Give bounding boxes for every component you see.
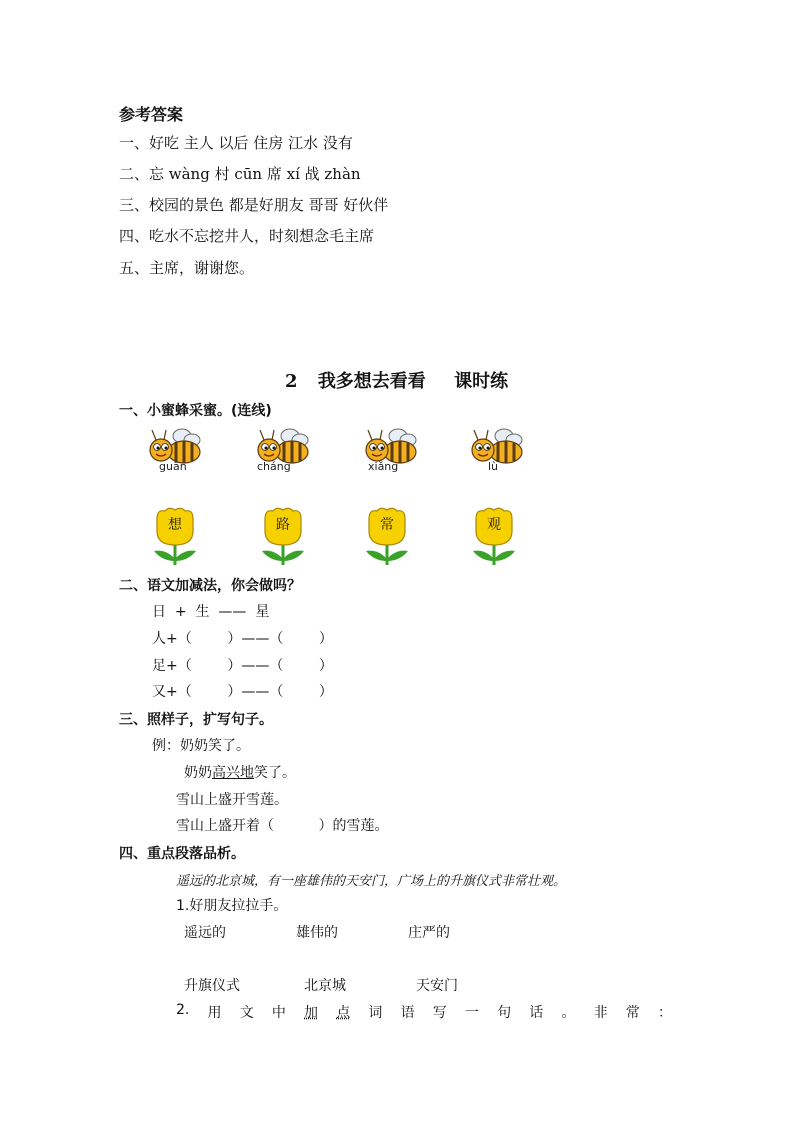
q4-item-2-char: 词 [368, 1005, 383, 1021]
q4-item-2-char: 用 [207, 1005, 222, 1021]
q4-adjective-1[interactable]: 遥远的 [184, 925, 226, 941]
q2-heading: 二、语文加减法，你会做吗？ [119, 578, 301, 594]
q4-item-2-char: 话 [529, 1005, 544, 1021]
q2-row-1: 人+（ ）——（ ） [152, 631, 333, 647]
q4-adjective-3[interactable]: 庄严的 [408, 925, 450, 941]
q3-example-underlined: 高兴地 [212, 765, 254, 781]
bee-pinyin-label: cháng [257, 460, 291, 473]
q4-item-2-char: 句 [497, 1005, 512, 1021]
lesson-name: 我多想去看看 [317, 371, 426, 392]
q4-item-2 [176, 1002, 672, 1022]
q4-item-2-char: 。 [561, 1005, 576, 1021]
q4-passage: 遥远的北京城，有一座雄伟的天安门，广场上的升旗仪式非常壮观。 [176, 874, 567, 889]
q3-sentence: 雪山上盛开雪莲。 [176, 792, 288, 808]
flower-char-label: 路 [276, 517, 290, 533]
q4-item-2-char: ： [657, 1005, 672, 1021]
lesson-subtitle: 课时练 [454, 371, 509, 392]
flower-4[interactable] [467, 505, 521, 567]
flower-char-label: 常 [380, 517, 394, 533]
q4-item-2-char: 点 [336, 1005, 351, 1021]
q4-item-2-char: 常 [625, 1005, 640, 1021]
q1-heading: 一、小蜜蜂采蜜。(连线) [119, 403, 272, 419]
answer-line-2: 二、忘 wàng 村 cūn 席 xí 战 zhàn [119, 165, 361, 183]
bee-pinyin-label: lù [488, 460, 499, 473]
q4-heading: 四、重点段落品析。 [119, 846, 245, 862]
flower-1[interactable] [148, 505, 202, 567]
answer-line-4: 四、吃水不忘挖井人，时刻想念毛主席 [119, 227, 375, 245]
q4-item-2-char: 加 [304, 1005, 319, 1021]
q4-item-2-char: 语 [400, 1005, 415, 1021]
flower-char-label: 观 [487, 517, 501, 533]
q2-row-2: 足+（ ）——（ ） [152, 658, 333, 674]
q2-example: 日 + 生 —— 星 [152, 604, 270, 620]
q4-item-2-char: 中 [271, 1005, 286, 1021]
q4-adjective-2[interactable]: 雄伟的 [296, 925, 338, 941]
bee-pinyin-label: xiǎng [368, 460, 399, 473]
q3-example-post: 笑了。 [254, 765, 296, 781]
q4-noun-3[interactable]: 天安门 [416, 978, 458, 994]
q3-example-pre: 奶奶 [184, 765, 212, 781]
answer-line-3: 三、校园的景色 都是好朋友 哥哥 好伙伴 [119, 196, 389, 214]
q4-item-2-char: 非 [593, 1005, 608, 1021]
lesson-number: 2 [285, 371, 298, 392]
q4-item-2-char: 写 [432, 1005, 447, 1021]
bee-4[interactable] [466, 426, 530, 474]
answer-line-1: 一、好吃 主人 以后 住房 江水 没有 [119, 134, 353, 152]
bee-3[interactable] [360, 426, 424, 474]
q2-row-3: 又+（ ）——（ ） [152, 684, 333, 700]
q4-noun-1[interactable]: 升旗仪式 [184, 978, 240, 994]
flower-3[interactable] [360, 505, 414, 567]
answers-heading: 参考答案 [119, 105, 184, 124]
q4-item-1: 1.好朋友拉拉手。 [176, 898, 288, 914]
q4-noun-2[interactable]: 北京城 [304, 978, 346, 994]
q4-item-2-char: 文 [239, 1005, 254, 1021]
q3-blank-sentence: 雪山上盛开着（ ）的雪莲。 [176, 818, 389, 834]
flower-char-label: 想 [168, 517, 182, 533]
q3-example-sentence [184, 762, 296, 782]
q3-example-label: 例：奶奶笑了。 [152, 738, 250, 754]
bee-2[interactable] [252, 426, 316, 474]
bee-pinyin-label: guān [159, 460, 187, 473]
flower-2[interactable] [256, 505, 310, 567]
q4-item-2-char: 2. [176, 1002, 190, 1018]
q3-heading: 三、照样子，扩写句子。 [119, 712, 273, 728]
lesson-title [285, 367, 508, 393]
answer-line-5: 五、主席，谢谢您。 [119, 259, 255, 277]
bee-1[interactable] [144, 426, 208, 474]
q4-item-2-char: 一 [464, 1005, 479, 1021]
